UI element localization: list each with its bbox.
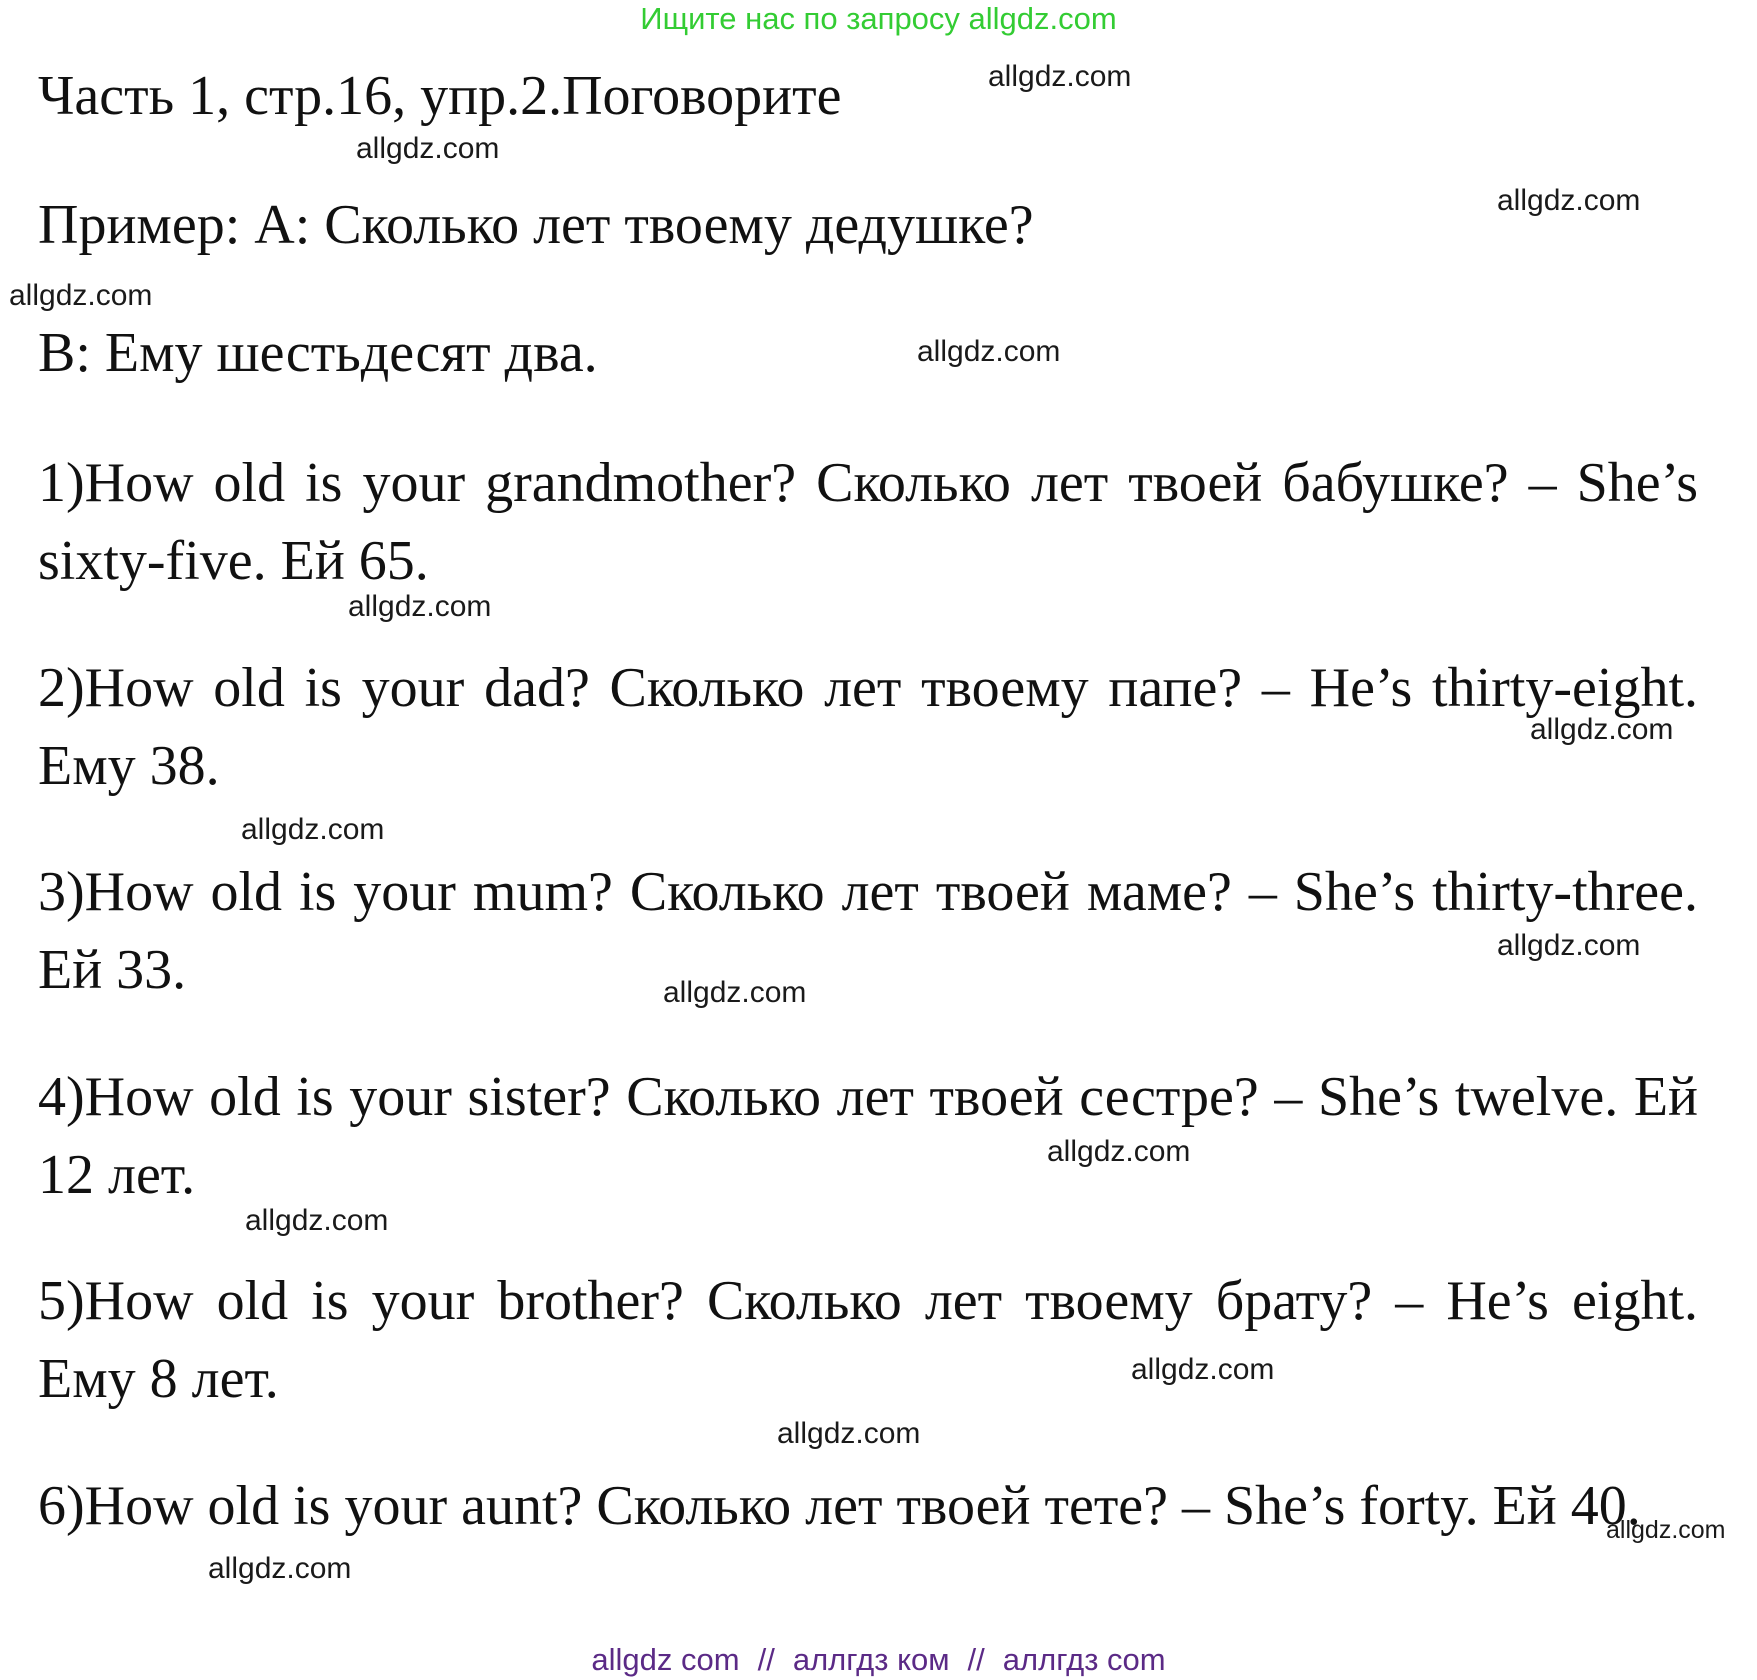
answer-item-3: 3)How old is your mum? Сколько лет твоей маме? – She’s thirty-three. Ей 33. <box>38 861 1698 1001</box>
example-answer: В: Ему шестьдесят два. <box>38 322 598 384</box>
watermark: allgdz.com <box>348 590 492 623</box>
example-question: Пример: А: Сколько лет твоему дедушке? <box>38 194 1034 256</box>
answer-item-1: 1)How old is your grandmother? Сколько лет твоей бабушке? – She’s sixty-five. Ей 65. <box>38 452 1698 592</box>
watermark: allgdz.com <box>988 60 1132 93</box>
watermark: allgdz.com <box>917 335 1061 368</box>
footer-separator: // <box>967 1642 985 1677</box>
watermark: allgdz.com <box>1530 713 1674 746</box>
footer-link-2[interactable]: аллгдз ком <box>792 1642 950 1677</box>
watermark: allgdz.com <box>1497 184 1641 217</box>
watermark: allgdz.com <box>208 1552 352 1585</box>
footer-link-1[interactable]: allgdz com <box>591 1642 740 1677</box>
watermark: allgdz.com <box>245 1204 389 1237</box>
watermark: allgdz.com <box>1047 1135 1191 1168</box>
answer-item-6: 6)How old is your aunt? Сколько лет твоей тете? – She’s forty. Ей 40. <box>38 1475 1641 1537</box>
top-banner: Ищите нас по запросу allgdz.com <box>640 1 1117 36</box>
watermark: allgdz.com <box>663 976 807 1009</box>
footer-separator: // <box>757 1642 775 1677</box>
footer <box>0 1642 1757 1678</box>
watermark: allgdz.com <box>1131 1353 1275 1386</box>
footer-link-3[interactable]: аллгдз com <box>1002 1642 1166 1677</box>
watermark: allgdz.com <box>1606 1516 1726 1544</box>
watermark: allgdz.com <box>777 1417 921 1450</box>
answer-item-2: 2)How old is your dad? Сколько лет твоему папе? – He’s thirty-eight. Ему 38. <box>38 657 1698 797</box>
exercise-title: Часть 1, стр.16, упр.2.Поговорите <box>38 65 842 127</box>
watermark: allgdz.com <box>356 132 500 165</box>
watermark: allgdz.com <box>1497 929 1641 962</box>
answer-item-5: 5)How old is your brother? Сколько лет твоему брату? – He’s eight. Ему 8 лет. <box>38 1270 1698 1410</box>
watermark: allgdz.com <box>9 279 153 312</box>
answer-item-4: 4)How old is your sister? Сколько лет твоей сестре? – She’s twelve. Ей 12 лет. <box>38 1066 1698 1206</box>
watermark: allgdz.com <box>241 813 385 846</box>
